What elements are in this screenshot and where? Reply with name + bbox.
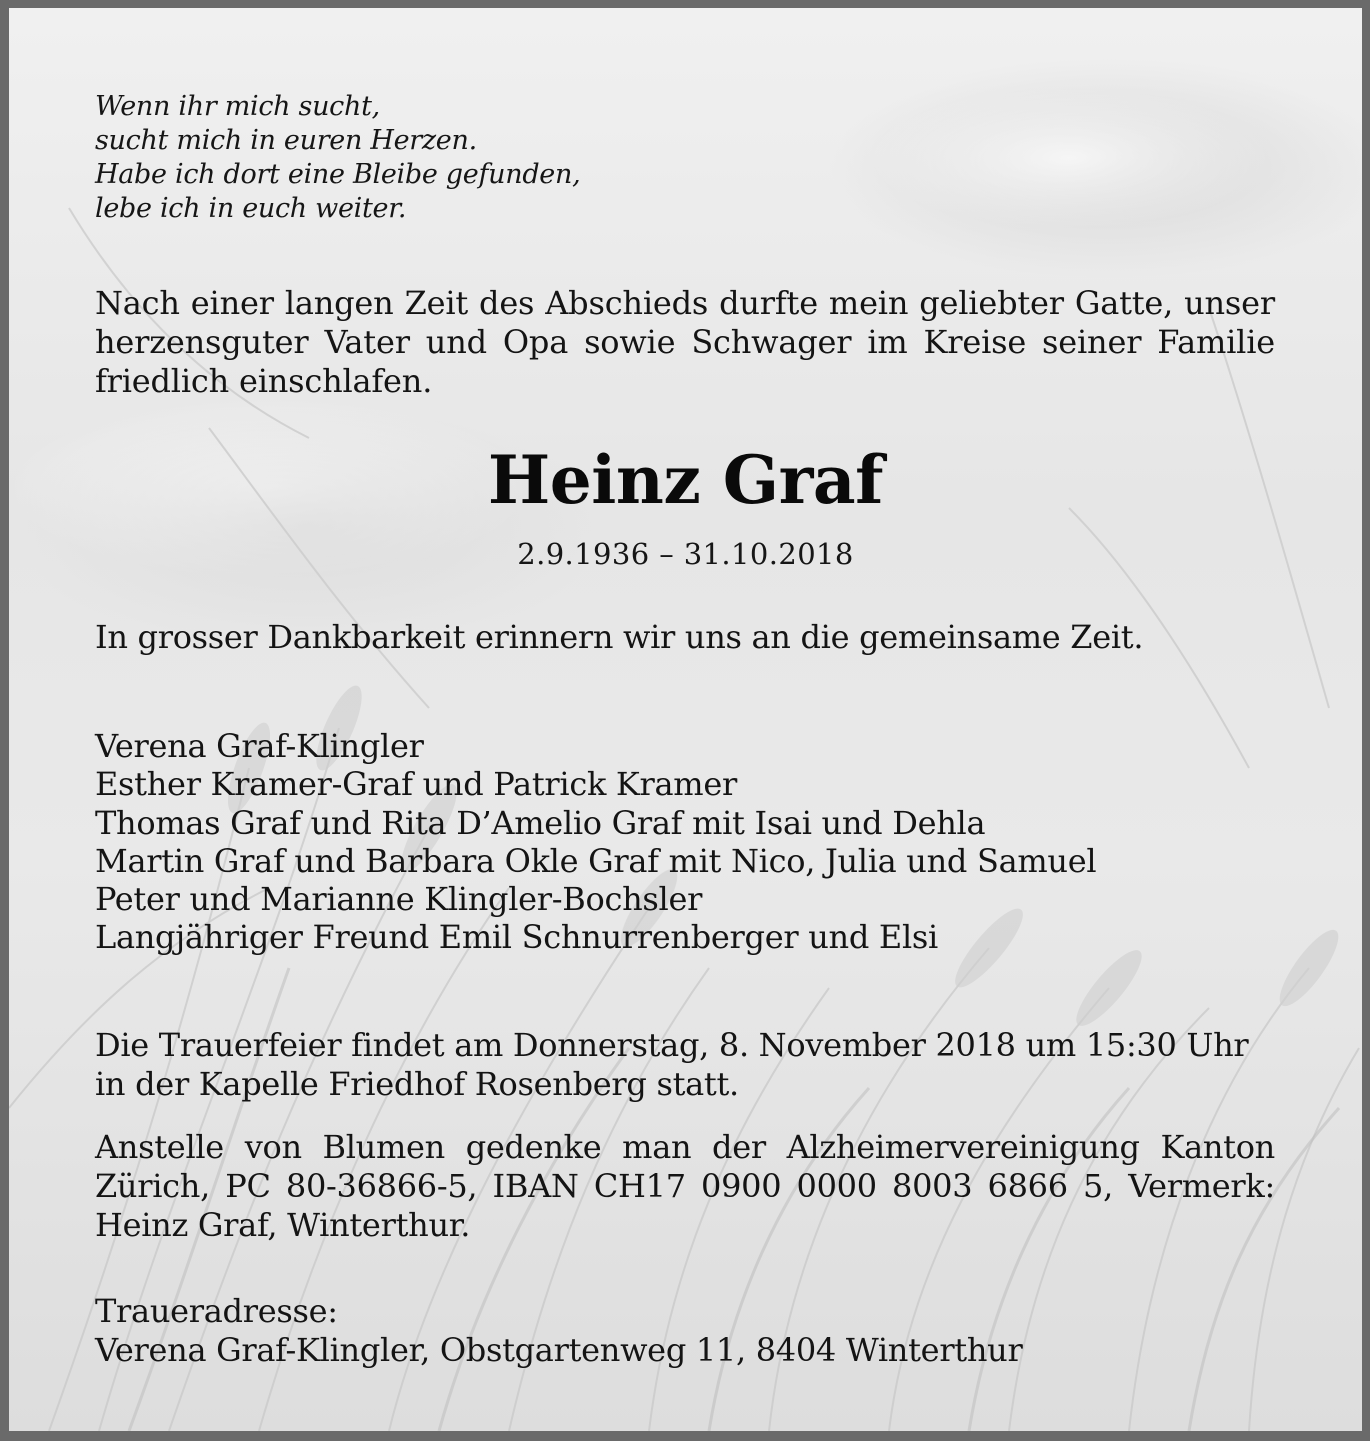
verse-line: lebe ich in euch weiter. — [95, 193, 407, 224]
address-value: Verena Graf-Klingler, Obstgartenweg 11, 8404 Winterthur — [95, 1331, 1023, 1369]
family-member: Verena Graf-Klingler — [95, 727, 424, 765]
family-member: Peter und Marianne Klingler-Bochsler — [95, 880, 703, 919]
mourning-address — [95, 1292, 1023, 1370]
verse-line: sucht mich in euren Herzen. — [95, 125, 477, 156]
ceremony-info — [95, 1026, 1275, 1104]
verse-line: Habe ich dort eine Bleibe gefunden, — [95, 159, 581, 190]
family-member: Martin Graf und Barbara Okle Graf mit Nico, Julia und Samuel — [95, 841, 1097, 880]
family-member: Thomas Graf und Rita D’Amelio Graf mit Isai und Dehla — [95, 803, 986, 842]
family-list — [95, 727, 1096, 957]
thanks-line: In grosser Dankbarkeit erinnern wir uns an die gemeinsame Zeit. — [95, 618, 1144, 656]
ceremony-line: in der Kapelle Friedhof Rosenberg statt. — [95, 1065, 739, 1103]
verse-line: Wenn ihr mich sucht, — [95, 91, 380, 122]
ceremony-line: Die Trauerfeier findet am Donnerstag, 8. November 2018 um 15:30 Uhr — [95, 1026, 1249, 1064]
life-dates: 2.9.1936 – 31.10.2018 — [517, 537, 854, 571]
address-label: Traueradresse: — [95, 1292, 338, 1330]
donation-info: Anstelle von Blumen gedenke man der Alzheimervereinigung Kanton Zürich, PC 80-36866-5, IBAN CH17 0900 0000 8003 6866 5, Vermerk: Heinz Graf, Winterthur. — [95, 1128, 1275, 1244]
deceased-name: Heinz Graf — [487, 441, 884, 519]
memorial-verse — [95, 90, 580, 226]
intro-paragraph: Nach einer langen Zeit des Abschieds durfte mein geliebter Gatte, unser herzensguter Vater und Opa sowie Schwager im Kreise seiner Familie friedlich einschlafen. — [95, 284, 1275, 400]
family-member: Esther Kramer-Graf und Patrick Kramer — [95, 765, 737, 804]
family-member: Langjähriger Freund Emil Schnurrenberger und Elsi — [95, 918, 938, 957]
